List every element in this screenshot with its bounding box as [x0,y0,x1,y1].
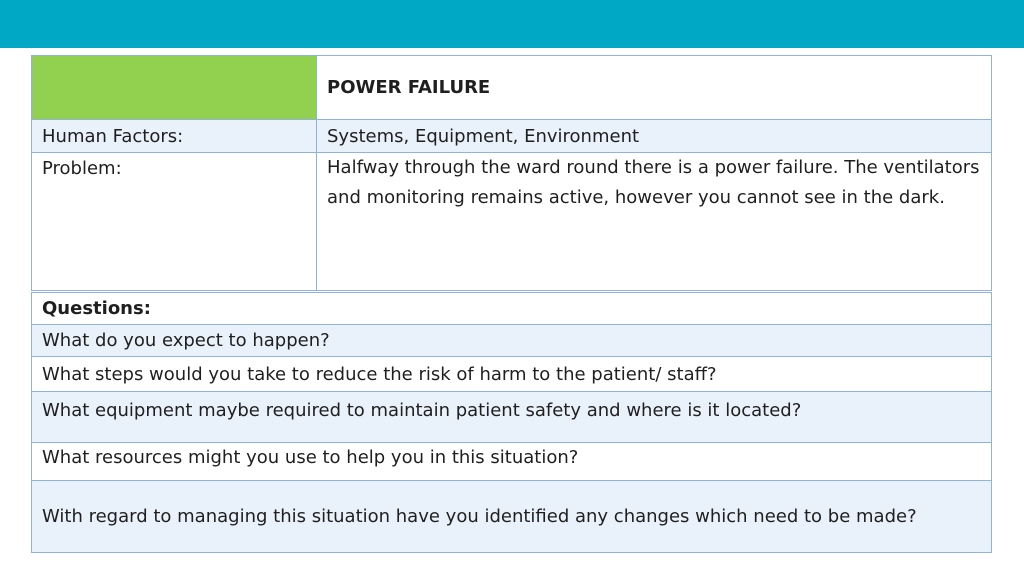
problem-label: Problem: [32,153,317,291]
problem-row [32,153,992,291]
question-row [32,357,992,392]
question-row [32,392,992,443]
question-3: What equipment maybe required to maintain patient safety and where is it located? [32,392,992,443]
human-factors-label: Human Factors: [32,120,317,153]
question-row [32,325,992,357]
top-banner [0,0,1024,48]
question-1: What do you expect to happen? [32,325,992,357]
scenario-title: POWER FAILURE [317,56,992,120]
green-cell [32,56,317,120]
title-row [32,56,992,120]
category-row [32,120,992,153]
scenario-table [31,55,992,291]
question-2: What steps would you take to reduce the risk of harm to the patient/ staff? [32,357,992,392]
category-value: Systems, Equipment, Environment [317,120,992,153]
question-row [32,481,992,553]
problem-text: Halfway through the ward round there is a power failure. The ventilators and monitoring remains active, however you cannot see in the dark. [317,153,992,291]
questions-table [31,292,992,553]
questions-heading: Questions: [32,293,992,325]
question-row [32,443,992,481]
question-4: What resources might you use to help you in this situation? [32,443,992,481]
question-5: With regard to managing this situation have you identified any changes which need to be made? [32,481,992,553]
questions-heading-row [32,293,992,325]
